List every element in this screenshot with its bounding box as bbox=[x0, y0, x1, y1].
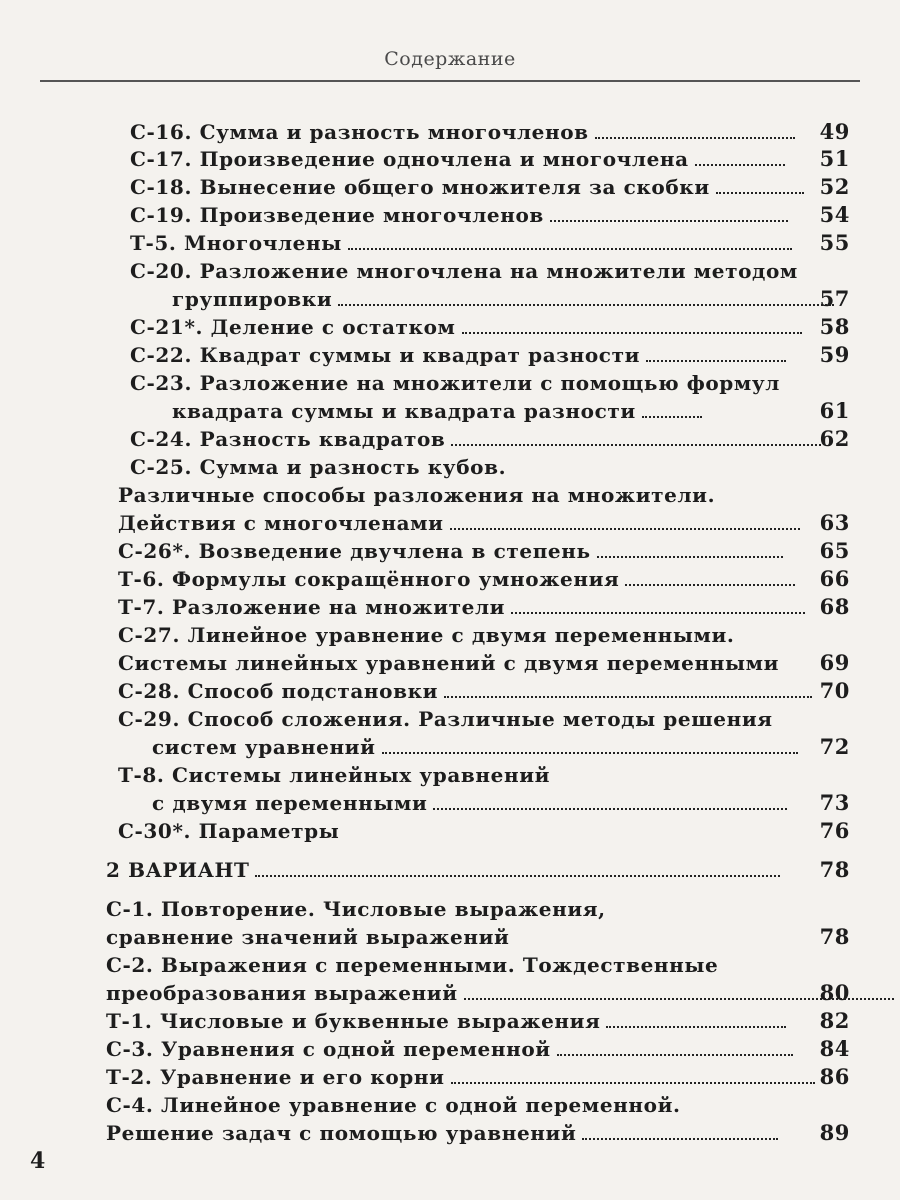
toc-entry bbox=[0, 951, 900, 979]
toc-entry-text: Т-2. Уравнение и его корни bbox=[106, 1065, 445, 1089]
toc-entry-text: С-23. Разложение на множители с помощью формул bbox=[130, 371, 780, 395]
toc-entry-text: С-17. Произведение одночлена и многочлена bbox=[130, 147, 689, 171]
toc-entry bbox=[0, 313, 900, 341]
toc-entry-page: 57 bbox=[819, 286, 850, 311]
toc-entry bbox=[0, 789, 900, 817]
toc-entry-page: 52 bbox=[819, 174, 850, 199]
toc-entry bbox=[0, 705, 900, 733]
toc-entry bbox=[0, 397, 900, 425]
toc-entry-text: С-18. Вынесение общего множителя за скобки bbox=[130, 175, 710, 199]
toc-entry-page: 68 bbox=[819, 594, 850, 619]
toc-entry-text: С-21*. Деление с остатком bbox=[130, 315, 456, 339]
toc-entry-text: С-24. Разность квадратов bbox=[130, 427, 446, 451]
toc-entry bbox=[0, 257, 900, 285]
header-rule bbox=[40, 80, 860, 82]
toc-entry-text: С-4. Линейное уравнение с одной переменной. bbox=[106, 1093, 681, 1117]
toc-entry bbox=[0, 369, 900, 397]
toc-entry-text: С-29. Способ сложения. Различные методы решения bbox=[118, 707, 773, 731]
toc-entry bbox=[0, 229, 900, 257]
toc-entry-page: 76 bbox=[819, 818, 850, 843]
toc-entry-page: 65 bbox=[819, 538, 850, 563]
dot-leader bbox=[255, 859, 780, 877]
toc-entry-text: С-20. Разложение многочлена на множители методом bbox=[130, 259, 798, 283]
toc-entry-text: С-27. Линейное уравнение с двумя переменными. bbox=[118, 623, 735, 647]
toc-entry bbox=[0, 817, 900, 845]
toc-entry-text: С-26*. Возведение двучлена в степень bbox=[118, 539, 591, 563]
toc-entry bbox=[0, 481, 900, 509]
toc-entry bbox=[0, 537, 900, 565]
toc-entry-text: С-1. Повторение. Числовые выражения, bbox=[106, 897, 606, 921]
toc-entry-page: 70 bbox=[819, 678, 850, 703]
toc-entry-page: 69 bbox=[819, 650, 850, 675]
toc-entry-page: 51 bbox=[819, 146, 850, 171]
toc-entry-page: 82 bbox=[819, 1008, 850, 1033]
toc-entry-text: Т-1. Числовые и буквенные выражения bbox=[106, 1009, 601, 1033]
dot-leader bbox=[557, 1038, 793, 1056]
toc-entry bbox=[0, 1007, 900, 1035]
toc-entry-page: 58 bbox=[819, 314, 850, 339]
toc-entry-page: 55 bbox=[819, 230, 850, 255]
toc-entry bbox=[0, 761, 900, 789]
toc-entry-text: преобразования выражений bbox=[106, 981, 458, 1005]
toc-entry-page: 54 bbox=[819, 202, 850, 227]
toc-entry-text: сравнение значений выражений bbox=[106, 925, 510, 949]
toc-entry-page: 59 bbox=[819, 342, 850, 367]
dot-leader bbox=[550, 204, 788, 222]
toc-entry-page: 80 bbox=[819, 980, 850, 1005]
toc-entry-page: 78 bbox=[819, 924, 850, 949]
page-header-title: Содержание bbox=[384, 48, 516, 70]
toc-entry bbox=[0, 565, 900, 593]
toc-entry bbox=[0, 895, 900, 923]
toc-entry-page: 73 bbox=[819, 790, 850, 815]
toc-entry-page: 89 bbox=[819, 1120, 850, 1145]
toc-entry-text: С-28. Способ подстановки bbox=[118, 679, 439, 703]
toc-entry bbox=[0, 1035, 900, 1063]
toc-entry bbox=[0, 453, 900, 481]
toc-entry-text: группировки bbox=[172, 287, 333, 311]
toc-entry-text: Т-6. Формулы сокращённого умножения bbox=[118, 567, 620, 591]
toc-entry-text: С-2. Выражения с переменными. Тождественные bbox=[106, 953, 719, 977]
toc-entry bbox=[0, 118, 900, 146]
toc-entry bbox=[0, 923, 900, 951]
dot-leader bbox=[433, 792, 787, 810]
toc-entry-text: с двумя переменными bbox=[152, 791, 428, 815]
toc-entry-text: С-16. Сумма и разность многочленов bbox=[130, 120, 589, 144]
toc-entry-text: квадрата суммы и квадрата разности bbox=[172, 399, 636, 423]
dot-leader bbox=[348, 232, 792, 250]
toc-entry bbox=[0, 979, 900, 1007]
toc-entry-text: Т-7. Разложение на множители bbox=[118, 595, 506, 619]
toc-entry-page: 62 bbox=[819, 426, 850, 451]
toc-entry-text: Различные способы разложения на множители. bbox=[118, 483, 716, 507]
toc-entry bbox=[0, 649, 900, 677]
toc-entry-page: 49 bbox=[819, 119, 850, 144]
toc-entry-page: 84 bbox=[819, 1036, 850, 1061]
toc-entry bbox=[0, 593, 900, 621]
toc-entry-text: С-3. Уравнения с одной переменной bbox=[106, 1037, 551, 1061]
toc-entry bbox=[0, 145, 900, 173]
toc-entry bbox=[0, 509, 900, 537]
dot-leader bbox=[462, 316, 802, 334]
toc-entry-text: С-30*. Параметры bbox=[118, 819, 340, 843]
toc-entry-page: 78 bbox=[819, 857, 850, 882]
toc-entry-page: 86 bbox=[819, 1064, 850, 1089]
toc-entry-text: Действия с многочленами bbox=[118, 511, 444, 535]
dot-leader bbox=[642, 400, 702, 418]
toc-entry-text: Решение задач с помощью уравнений bbox=[106, 1121, 577, 1145]
toc-entry bbox=[0, 201, 900, 229]
page-number: 4 bbox=[30, 1148, 46, 1174]
toc-entry bbox=[0, 621, 900, 649]
dot-leader bbox=[444, 680, 812, 698]
toc-entry-text: 2 ВАРИАНТ bbox=[106, 858, 250, 882]
toc-entry bbox=[0, 425, 900, 453]
toc-entry-text: Системы линейных уравнений с двумя переменными bbox=[118, 651, 779, 675]
dot-leader bbox=[450, 512, 800, 530]
toc-entry-text: С-22. Квадрат суммы и квадрат разности bbox=[130, 343, 641, 367]
toc-entry bbox=[0, 733, 900, 761]
toc-entry-text: Т-8. Системы линейных уравнений bbox=[118, 763, 551, 787]
toc-entry-page: 63 bbox=[819, 510, 850, 535]
toc-entry bbox=[0, 1091, 900, 1119]
dot-leader bbox=[597, 540, 783, 558]
dot-leader bbox=[582, 1122, 778, 1140]
toc-entry-text: систем уравнений bbox=[152, 735, 376, 759]
toc-entry-text: С-25. Сумма и разность кубов. bbox=[130, 455, 507, 479]
toc-entry-text: С-19. Произведение многочленов bbox=[130, 203, 544, 227]
dot-leader bbox=[382, 736, 798, 754]
toc-entry bbox=[0, 1063, 900, 1091]
toc-entry-page: 72 bbox=[819, 734, 850, 759]
toc-entry-page: 66 bbox=[819, 566, 850, 591]
toc-entry-text: Т-5. Многочлены bbox=[130, 231, 342, 255]
section-heading-variant-2 bbox=[0, 856, 900, 884]
toc-entry bbox=[0, 285, 900, 313]
toc-entry bbox=[0, 1119, 900, 1147]
toc-entry bbox=[0, 341, 900, 369]
toc-entry bbox=[0, 173, 900, 201]
toc-entry-page: 61 bbox=[819, 398, 850, 423]
toc-entry bbox=[0, 677, 900, 705]
